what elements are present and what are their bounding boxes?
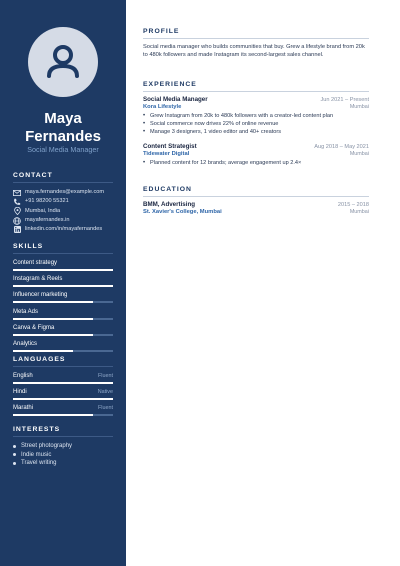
contact-website[interactable] bbox=[13, 216, 113, 225]
sidebar bbox=[0, 0, 126, 566]
skill-item bbox=[13, 291, 113, 303]
skill-bar bbox=[13, 318, 113, 320]
skill-label: Content strategy bbox=[13, 260, 58, 266]
language-label: English bbox=[13, 373, 33, 379]
contact-heading: CONTACT bbox=[13, 172, 113, 183]
job-location: Mumbai bbox=[349, 104, 369, 110]
skill-label: Analytics bbox=[13, 340, 38, 347]
language-label: Marathi bbox=[13, 405, 34, 411]
language-bar-fill bbox=[13, 414, 93, 416]
language-bar-fill bbox=[13, 382, 113, 384]
skill-item bbox=[13, 308, 113, 320]
language-bar-fill bbox=[13, 398, 113, 400]
contact-linkedin[interactable] bbox=[13, 225, 113, 234]
language-item bbox=[13, 372, 113, 384]
contact-email[interactable] bbox=[13, 188, 113, 197]
name-first: Maya bbox=[44, 110, 82, 127]
experience-heading: EXPERIENCE bbox=[143, 81, 369, 92]
user-silhouette-icon bbox=[28, 27, 98, 97]
skill-bar-fill bbox=[13, 285, 113, 287]
language-label: Hindi bbox=[13, 389, 27, 395]
job-organization: Tidewater Digital bbox=[143, 150, 190, 157]
bullet-dot bbox=[13, 462, 16, 465]
degree: BMM, Advertising bbox=[143, 201, 196, 208]
contact-email-text: maya.fernandes@example.com bbox=[25, 189, 105, 195]
name-last: Fernandes bbox=[25, 128, 101, 145]
language-item bbox=[13, 404, 113, 416]
contact-linkedin-text: linkedin.com/in/mayafernandes bbox=[25, 226, 103, 233]
language-level: Fluent bbox=[98, 373, 113, 379]
language-item bbox=[13, 388, 113, 400]
job-bullet-text: Social commerce now drives 22% of online revenue bbox=[150, 121, 279, 128]
interest-text: Street photography bbox=[21, 443, 73, 449]
skill-bar bbox=[13, 285, 113, 287]
education-heading: EDUCATION bbox=[143, 186, 369, 197]
skill-bar bbox=[13, 350, 113, 352]
language-bar bbox=[13, 414, 113, 416]
language-level: Fluent bbox=[98, 405, 113, 411]
interest-text: Travel writing bbox=[21, 460, 57, 466]
contact-section bbox=[13, 172, 113, 234]
skill-item bbox=[13, 340, 113, 352]
skill-bar bbox=[13, 301, 113, 303]
job-bullet: • Social commerce now drives 22% of online revenue bbox=[143, 121, 279, 128]
candidate-name bbox=[0, 110, 126, 146]
interests-heading: INTERESTS bbox=[13, 426, 113, 437]
contact-phone[interactable] bbox=[13, 197, 113, 206]
envelope-icon bbox=[13, 189, 21, 197]
skill-bar bbox=[13, 334, 113, 336]
interest-item bbox=[13, 459, 113, 468]
skill-bar bbox=[13, 269, 113, 271]
skill-bar-fill bbox=[13, 301, 93, 303]
profile-section bbox=[143, 28, 369, 59]
skill-bar-fill bbox=[13, 269, 113, 271]
location-pin-icon bbox=[13, 207, 21, 215]
language-bar bbox=[13, 398, 113, 400]
interest-text: Indie music bbox=[21, 451, 52, 458]
bullet-dot bbox=[13, 453, 16, 456]
profile-heading: PROFILE bbox=[143, 28, 369, 39]
job-entry bbox=[143, 143, 369, 167]
job-bullet-text: Grew Instagram from 20k to 480k followers with a creator-led content plan bbox=[150, 113, 334, 119]
job-title: Content Strategist bbox=[143, 142, 197, 150]
globe-icon bbox=[13, 217, 21, 225]
profile-text: Social media manager who builds communities that buy. Grew a lifestyle brand from 20k to 480k followers and made Instagram its second-largest sales channel. bbox=[143, 44, 365, 59]
job-bullet: • Grew Instagram from 20k to 480k followers with a creator-led content plan bbox=[143, 113, 334, 119]
contact-phone-text: +91 98200 55321 bbox=[25, 198, 69, 205]
linkedin-icon bbox=[13, 226, 21, 234]
contact-location bbox=[13, 207, 113, 216]
job-bullet: • Manage 3 designers, 1 video editor and 40+ creators bbox=[143, 129, 282, 136]
languages-heading: LANGUAGES bbox=[13, 356, 113, 367]
languages-section bbox=[13, 356, 113, 420]
job-bullet-text: Manage 3 designers, 1 video editor and 40+ creators bbox=[150, 129, 282, 136]
language-level: Native bbox=[97, 389, 113, 395]
avatar bbox=[28, 27, 98, 97]
skill-item bbox=[13, 259, 113, 271]
skill-bar-fill bbox=[13, 350, 73, 352]
skill-label: Canva & Figma bbox=[13, 324, 55, 331]
bullet-dot bbox=[13, 445, 16, 448]
experience-section bbox=[143, 81, 369, 167]
education-section bbox=[143, 186, 369, 215]
job-dates: Aug 2018 – May 2021 bbox=[314, 143, 369, 150]
language-bar bbox=[13, 382, 113, 384]
skill-label: Instagram & Reels bbox=[13, 276, 63, 283]
skill-item bbox=[13, 275, 113, 287]
education-dates: 2015 – 2018 bbox=[337, 202, 369, 208]
interest-item bbox=[13, 451, 113, 460]
job-bullet: • Planned content for 12 brands; average engagement up 2.4× bbox=[143, 159, 302, 166]
job-title: Social Media Manager bbox=[143, 96, 208, 103]
skill-bar-fill bbox=[13, 334, 93, 336]
job-organization: Kora Lifestyle bbox=[143, 104, 182, 110]
skill-label: Meta Ads bbox=[13, 308, 39, 315]
school: St. Xavier's College, Mumbai bbox=[143, 209, 222, 215]
skills-heading: SKILLS bbox=[13, 243, 113, 254]
job-tagline: Social Media Manager bbox=[27, 145, 99, 154]
skill-item bbox=[13, 324, 113, 336]
contact-location-text: Mumbai, India bbox=[25, 207, 61, 214]
contact-website-text: mayafernandes.in bbox=[25, 216, 70, 223]
job-dates: Jun 2021 – Present bbox=[320, 97, 369, 103]
education-location: Mumbai bbox=[349, 209, 369, 215]
skills-section bbox=[13, 243, 113, 356]
job-bullet-text: Planned content for 12 brands; average engagement up 2.4× bbox=[150, 159, 302, 166]
job-entry bbox=[143, 96, 369, 137]
interests-section bbox=[13, 426, 113, 468]
interest-item bbox=[13, 442, 113, 451]
job-location: Mumbai bbox=[349, 150, 369, 157]
skill-label: Influencer marketing bbox=[13, 292, 68, 299]
skill-bar-fill bbox=[13, 318, 93, 320]
phone-icon bbox=[13, 198, 21, 206]
